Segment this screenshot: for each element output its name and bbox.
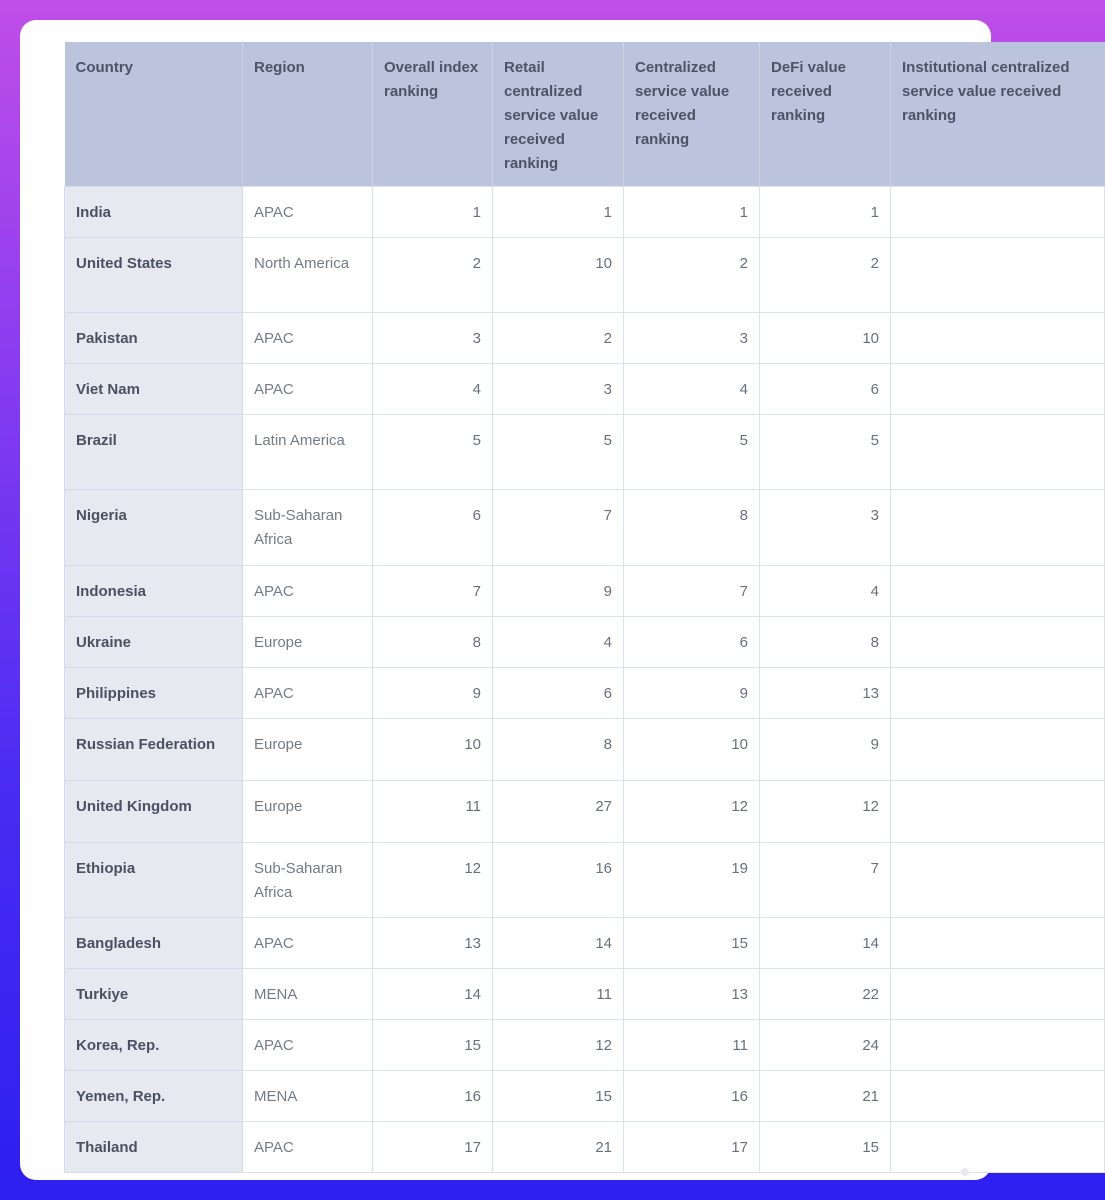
overall-ranking-cell: 3 <box>373 313 493 364</box>
scroll-indicator <box>961 1168 969 1176</box>
defi-ranking-cell: 8 <box>760 617 891 668</box>
retail-ranking-cell: 4 <box>493 617 624 668</box>
header-overall-index-ranking[interactable]: Overall index ranking <box>373 42 493 187</box>
institutional-ranking-cell <box>891 238 1105 313</box>
header-row <box>65 42 1105 187</box>
table-row <box>65 238 1105 313</box>
defi-ranking-cell: 21 <box>760 1071 891 1122</box>
overall-ranking-cell: 16 <box>373 1071 493 1122</box>
region-cell: APAC <box>243 187 373 238</box>
country-cell: Korea, Rep. <box>65 1020 243 1071</box>
overall-ranking-cell: 11 <box>373 781 493 843</box>
retail-ranking-cell: 14 <box>493 918 624 969</box>
country-cell: Ukraine <box>65 617 243 668</box>
centralized-ranking-cell: 9 <box>624 668 760 719</box>
table-row <box>65 313 1105 364</box>
table-row <box>65 187 1105 238</box>
overall-ranking-cell: 6 <box>373 490 493 566</box>
defi-ranking-cell: 4 <box>760 566 891 617</box>
region-cell: North America <box>243 238 373 313</box>
overall-ranking-cell: 4 <box>373 364 493 415</box>
country-cell: United Kingdom <box>65 781 243 843</box>
defi-ranking-cell: 12 <box>760 781 891 843</box>
defi-ranking-cell: 14 <box>760 918 891 969</box>
region-cell: APAC <box>243 1020 373 1071</box>
country-cell: India <box>65 187 243 238</box>
region-cell: Europe <box>243 781 373 843</box>
table-row <box>65 719 1105 781</box>
region-cell: Sub-Saharan Africa <box>243 490 373 566</box>
institutional-ranking-cell <box>891 566 1105 617</box>
header-institutional-ranking[interactable]: Institutional centralized service value received ranking <box>891 42 1105 187</box>
country-cell: Russian Federation <box>65 719 243 781</box>
centralized-ranking-cell: 4 <box>624 364 760 415</box>
table-row <box>65 668 1105 719</box>
retail-ranking-cell: 3 <box>493 364 624 415</box>
defi-ranking-cell: 5 <box>760 415 891 490</box>
defi-ranking-cell: 22 <box>760 969 891 1020</box>
centralized-ranking-cell: 17 <box>624 1122 760 1173</box>
institutional-ranking-cell <box>891 364 1105 415</box>
centralized-ranking-cell: 19 <box>624 843 760 918</box>
defi-ranking-cell: 2 <box>760 238 891 313</box>
institutional-ranking-cell <box>891 843 1105 918</box>
table-row <box>65 1122 1105 1173</box>
centralized-ranking-cell: 15 <box>624 918 760 969</box>
header-centralized-service-ranking[interactable]: Centralized service value received ranking <box>624 42 760 187</box>
table-row <box>65 1071 1105 1122</box>
centralized-ranking-cell: 7 <box>624 566 760 617</box>
table-row <box>65 566 1105 617</box>
region-cell: APAC <box>243 364 373 415</box>
centralized-ranking-cell: 10 <box>624 719 760 781</box>
table-row <box>65 969 1105 1020</box>
header-region[interactable]: Region <box>243 42 373 187</box>
retail-ranking-cell: 21 <box>493 1122 624 1173</box>
country-cell: Bangladesh <box>65 918 243 969</box>
institutional-ranking-cell <box>891 969 1105 1020</box>
institutional-ranking-cell <box>891 781 1105 843</box>
retail-ranking-cell: 10 <box>493 238 624 313</box>
retail-ranking-cell: 27 <box>493 781 624 843</box>
overall-ranking-cell: 10 <box>373 719 493 781</box>
country-cell: Pakistan <box>65 313 243 364</box>
region-cell: Latin America <box>243 415 373 490</box>
region-cell: APAC <box>243 313 373 364</box>
defi-ranking-cell: 1 <box>760 187 891 238</box>
institutional-ranking-cell <box>891 1020 1105 1071</box>
country-cell: Viet Nam <box>65 364 243 415</box>
content-card <box>20 20 1070 1180</box>
country-cell: Philippines <box>65 668 243 719</box>
table-row <box>65 1020 1105 1071</box>
region-cell: Europe <box>243 617 373 668</box>
defi-ranking-cell: 15 <box>760 1122 891 1173</box>
institutional-ranking-cell <box>891 1071 1105 1122</box>
defi-ranking-cell: 9 <box>760 719 891 781</box>
defi-ranking-cell: 7 <box>760 843 891 918</box>
institutional-ranking-cell <box>891 415 1105 490</box>
country-cell: Indonesia <box>65 566 243 617</box>
retail-ranking-cell: 16 <box>493 843 624 918</box>
overall-ranking-cell: 13 <box>373 918 493 969</box>
country-cell: Turkiye <box>65 969 243 1020</box>
retail-ranking-cell: 11 <box>493 969 624 1020</box>
retail-ranking-cell: 9 <box>493 566 624 617</box>
region-cell: Sub-Saharan Africa <box>243 843 373 918</box>
overall-ranking-cell: 15 <box>373 1020 493 1071</box>
region-cell: APAC <box>243 918 373 969</box>
country-cell: Nigeria <box>65 490 243 566</box>
retail-ranking-cell: 1 <box>493 187 624 238</box>
defi-ranking-cell: 24 <box>760 1020 891 1071</box>
retail-ranking-cell: 12 <box>493 1020 624 1071</box>
retail-ranking-cell: 15 <box>493 1071 624 1122</box>
institutional-ranking-cell <box>891 313 1105 364</box>
defi-ranking-cell: 3 <box>760 490 891 566</box>
overall-ranking-cell: 17 <box>373 1122 493 1173</box>
region-cell: Europe <box>243 719 373 781</box>
overall-ranking-cell: 2 <box>373 238 493 313</box>
retail-ranking-cell: 7 <box>493 490 624 566</box>
table-scroll-area[interactable] <box>64 42 1070 1158</box>
institutional-ranking-cell <box>891 187 1105 238</box>
defi-ranking-cell: 10 <box>760 313 891 364</box>
institutional-ranking-cell <box>891 918 1105 969</box>
centralized-ranking-cell: 16 <box>624 1071 760 1122</box>
overall-ranking-cell: 14 <box>373 969 493 1020</box>
institutional-ranking-cell <box>891 490 1105 566</box>
region-cell: MENA <box>243 1071 373 1122</box>
region-cell: APAC <box>243 668 373 719</box>
institutional-ranking-cell <box>891 1122 1105 1173</box>
country-cell: Yemen, Rep. <box>65 1071 243 1122</box>
header-defi-value-ranking[interactable]: DeFi value received ranking <box>760 42 891 187</box>
table-row <box>65 364 1105 415</box>
table-row <box>65 918 1105 969</box>
centralized-ranking-cell: 11 <box>624 1020 760 1071</box>
centralized-ranking-cell: 8 <box>624 490 760 566</box>
region-cell: APAC <box>243 566 373 617</box>
retail-ranking-cell: 6 <box>493 668 624 719</box>
table-row <box>65 617 1105 668</box>
country-cell: Thailand <box>65 1122 243 1173</box>
table-row <box>65 843 1105 918</box>
overall-ranking-cell: 12 <box>373 843 493 918</box>
centralized-ranking-cell: 5 <box>624 415 760 490</box>
overall-ranking-cell: 7 <box>373 566 493 617</box>
retail-ranking-cell: 8 <box>493 719 624 781</box>
centralized-ranking-cell: 13 <box>624 969 760 1020</box>
header-country[interactable]: Country <box>65 42 243 187</box>
country-cell: Ethiopia <box>65 843 243 918</box>
region-cell: MENA <box>243 969 373 1020</box>
table-row <box>65 490 1105 566</box>
table-row <box>65 415 1105 490</box>
country-cell: Brazil <box>65 415 243 490</box>
retail-ranking-cell: 5 <box>493 415 624 490</box>
country-cell: United States <box>65 238 243 313</box>
table-row <box>65 781 1105 843</box>
region-cell: APAC <box>243 1122 373 1173</box>
overall-ranking-cell: 9 <box>373 668 493 719</box>
centralized-ranking-cell: 2 <box>624 238 760 313</box>
centralized-ranking-cell: 1 <box>624 187 760 238</box>
crypto-adoption-ranking-table <box>64 42 1105 1173</box>
overall-ranking-cell: 5 <box>373 415 493 490</box>
centralized-ranking-cell: 3 <box>624 313 760 364</box>
centralized-ranking-cell: 12 <box>624 781 760 843</box>
overall-ranking-cell: 8 <box>373 617 493 668</box>
centralized-ranking-cell: 6 <box>624 617 760 668</box>
institutional-ranking-cell <box>891 668 1105 719</box>
institutional-ranking-cell <box>891 617 1105 668</box>
defi-ranking-cell: 13 <box>760 668 891 719</box>
retail-ranking-cell: 2 <box>493 313 624 364</box>
defi-ranking-cell: 6 <box>760 364 891 415</box>
header-retail-centralized-ranking[interactable]: Retail centralized service value received ranking <box>493 42 624 187</box>
overall-ranking-cell: 1 <box>373 187 493 238</box>
institutional-ranking-cell <box>891 719 1105 781</box>
